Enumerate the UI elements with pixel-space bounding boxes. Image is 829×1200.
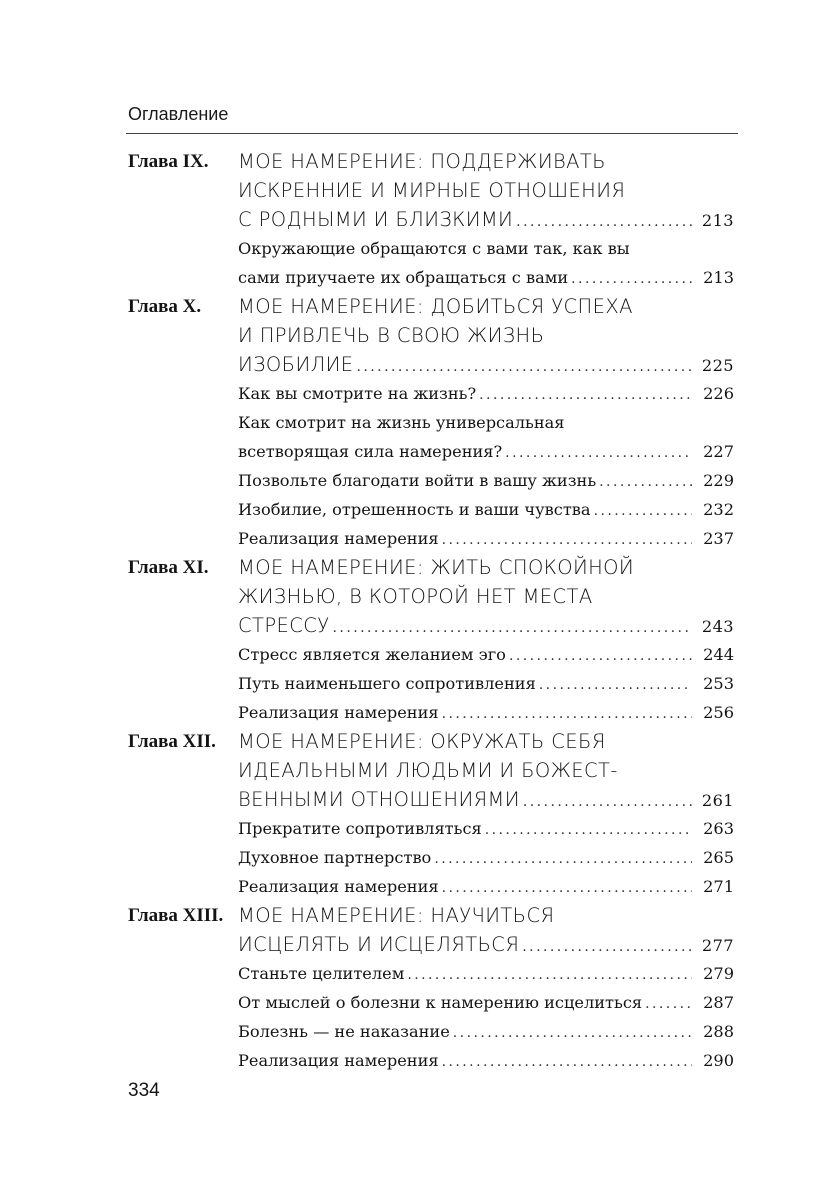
chapter-title-line xyxy=(238,727,734,756)
section-page-number: 229 xyxy=(703,471,734,490)
section-page-number: 232 xyxy=(703,500,734,519)
dot-leader xyxy=(485,816,692,843)
section-title-text: Болезнь — не наказание xyxy=(238,1022,450,1041)
section-page-number: 244 xyxy=(703,645,734,664)
chapter-page-number: 213 xyxy=(701,211,734,230)
section-page-number: 287 xyxy=(703,993,734,1012)
chapter-title-line xyxy=(238,553,734,582)
section-entry-line xyxy=(238,669,734,698)
section-entry-line xyxy=(238,843,734,872)
section-title-text: Стресс является желанием эго xyxy=(238,645,506,664)
dot-leader xyxy=(407,961,692,988)
section-page-number: 271 xyxy=(703,877,734,896)
section-title-text: Путь наименьшего сопротивления xyxy=(238,674,536,693)
dot-leader xyxy=(442,526,692,553)
dot-leader xyxy=(479,381,692,408)
section-title-text: От мыслей о болезни к намерению исцелиться xyxy=(238,993,643,1012)
chapter-label: Глава IX. xyxy=(128,151,209,172)
header-rule xyxy=(126,133,738,134)
dot-leader xyxy=(516,208,692,234)
section-entry-line xyxy=(238,437,734,466)
section-title-text: Как вы смотрите на жизнь? xyxy=(238,384,477,403)
toc-chapter xyxy=(128,901,734,1075)
dot-leader xyxy=(571,265,692,292)
section-entry-line xyxy=(238,988,734,1017)
dot-leader xyxy=(594,497,692,524)
section-page-number: 263 xyxy=(703,819,734,838)
chapter-label: Глава XII. xyxy=(128,731,216,752)
chapter-title-line xyxy=(238,582,734,611)
chapter-title-line xyxy=(238,176,734,205)
section-title-text: Реализация намерения xyxy=(238,529,439,548)
chapter-title-text: МОЕ НАМЕРЕНИЕ: ОКРУЖАТЬ СЕБЯ xyxy=(238,730,606,753)
dot-leader xyxy=(505,439,692,466)
chapter-title-text: ИДЕАЛЬНЫМИ ЛЮДЬМИ И БОЖЕСТ- xyxy=(238,759,618,782)
chapter-title-line xyxy=(238,756,734,785)
dot-leader xyxy=(599,468,692,495)
section-title-text: Как смотрит на жизнь универсальная xyxy=(238,413,565,432)
section-page-number: 213 xyxy=(703,268,734,287)
dot-leader xyxy=(645,990,692,1017)
section-title-text: Окружающие обращаются с вами так, как вы xyxy=(238,239,630,258)
section-page-number: 265 xyxy=(703,848,734,867)
chapter-title-text: ЖИЗНЬЮ, В КОТОРОЙ НЕТ МЕСТА xyxy=(238,585,593,608)
section-entry-line xyxy=(238,495,734,524)
section-entry-line xyxy=(238,1017,734,1046)
dot-leader xyxy=(523,788,692,814)
chapter-label: Глава XI. xyxy=(128,557,209,578)
chapter-title-line xyxy=(238,350,734,379)
section-title-text: Духовное партнерство xyxy=(238,848,432,867)
section-title-text: Позвольте благодати войти в вашу жизнь xyxy=(238,471,597,490)
chapter-page-number: 261 xyxy=(701,791,734,810)
chapter-title-text: ИСКРЕННИЕ И МИРНЫЕ ОТНОШЕНИЯ xyxy=(238,179,626,202)
chapter-page-number: 243 xyxy=(701,617,734,636)
chapter-entries xyxy=(238,727,734,901)
chapter-title-line xyxy=(238,901,734,930)
section-entry-line xyxy=(238,872,734,901)
chapter-title-text: С РОДНЫМИ И БЛИЗКИМИ xyxy=(238,208,514,231)
chapter-title-text: И ПРИВЛЕЧЬ В СВОЮ ЖИЗНЬ xyxy=(238,324,545,347)
dot-leader xyxy=(522,933,692,959)
section-entry-line xyxy=(238,698,734,727)
chapter-title-text: ИЗОБИЛИЕ xyxy=(238,353,354,376)
toc-chapter xyxy=(128,292,734,553)
section-title-text: Прекратите сопротивляться xyxy=(238,819,482,838)
section-page-number: 290 xyxy=(703,1051,734,1070)
chapter-title-text: МОЕ НАМЕРЕНИЕ: ДОБИТЬСЯ УСПЕХА xyxy=(238,295,633,318)
chapter-title-line xyxy=(238,611,734,640)
chapter-entries xyxy=(238,147,734,292)
section-entry-line xyxy=(238,524,734,553)
section-page-number: 256 xyxy=(703,703,734,722)
chapter-title-text: СТРЕССУ xyxy=(238,614,330,637)
chapter-title-line xyxy=(238,321,734,350)
chapter-label: Глава XIII. xyxy=(128,905,224,926)
toc-chapter xyxy=(128,553,734,727)
chapter-title-text: МОЕ НАМЕРЕНИЕ: ПОДДЕРЖИВАТЬ xyxy=(238,150,606,173)
dot-leader xyxy=(333,614,692,640)
chapter-title-line xyxy=(238,292,734,321)
chapter-title-text: ВЕННЫМИ ОТНОШЕНИЯМИ xyxy=(238,788,520,811)
dot-leader xyxy=(434,845,692,872)
section-entry-line xyxy=(238,466,734,495)
chapter-title-line xyxy=(238,930,734,959)
section-title-text: Реализация намерения xyxy=(238,877,439,896)
chapter-title-line xyxy=(238,785,734,814)
dot-leader xyxy=(509,642,692,669)
section-page-number: 288 xyxy=(703,1022,734,1041)
section-entry-line xyxy=(238,640,734,669)
section-entry-line xyxy=(238,379,734,408)
chapter-label: Глава X. xyxy=(128,296,202,317)
chapter-title-text: МОЕ НАМЕРЕНИЕ: НАУЧИТЬСЯ xyxy=(238,904,555,927)
toc-chapter xyxy=(128,727,734,901)
section-title-text: Станьте целителем xyxy=(238,964,405,983)
section-entry-line xyxy=(238,234,734,263)
section-entry-line xyxy=(238,408,734,437)
section-entry-line xyxy=(238,1046,734,1075)
section-title-text: Реализация намерения xyxy=(238,703,439,722)
section-page-number: 253 xyxy=(703,674,734,693)
table-of-contents xyxy=(128,147,734,1075)
chapter-title-text: МОЕ НАМЕРЕНИЕ: ЖИТЬ СПОКОЙНОЙ xyxy=(238,556,635,579)
chapter-title-line xyxy=(238,205,734,234)
section-page-number: 279 xyxy=(703,964,734,983)
section-entry-line xyxy=(238,814,734,843)
dot-leader xyxy=(442,1048,692,1075)
chapter-title-line xyxy=(238,147,734,176)
chapter-title-text: ИСЦЕЛЯТЬ И ИСЦЕЛЯТЬСЯ xyxy=(238,933,520,956)
section-entry-line xyxy=(238,959,734,988)
dot-leader xyxy=(539,671,692,698)
section-title-text: всетворящая сила намерения? xyxy=(238,442,503,461)
chapter-entries xyxy=(238,292,734,553)
chapter-entries xyxy=(238,901,734,1075)
dot-leader xyxy=(453,1019,692,1046)
section-page-number: 226 xyxy=(703,384,734,403)
dot-leader xyxy=(442,874,692,901)
dot-leader xyxy=(356,353,692,379)
toc-chapter xyxy=(128,147,734,292)
running-head: Оглавление xyxy=(128,104,229,124)
section-title-text: сами приучаете их обращаться с вами xyxy=(238,268,569,287)
dot-leader xyxy=(442,700,692,727)
section-title-text: Реализация намерения xyxy=(238,1051,439,1070)
section-title-text: Изобилие, отрешенность и ваши чувства xyxy=(238,500,591,519)
section-page-number: 227 xyxy=(703,442,734,461)
section-entry-line xyxy=(238,263,734,292)
page-number: 334 xyxy=(128,1080,160,1101)
chapter-entries xyxy=(238,553,734,727)
chapter-page-number: 277 xyxy=(701,936,734,955)
chapter-page-number: 225 xyxy=(701,356,734,375)
section-page-number: 237 xyxy=(703,529,734,548)
